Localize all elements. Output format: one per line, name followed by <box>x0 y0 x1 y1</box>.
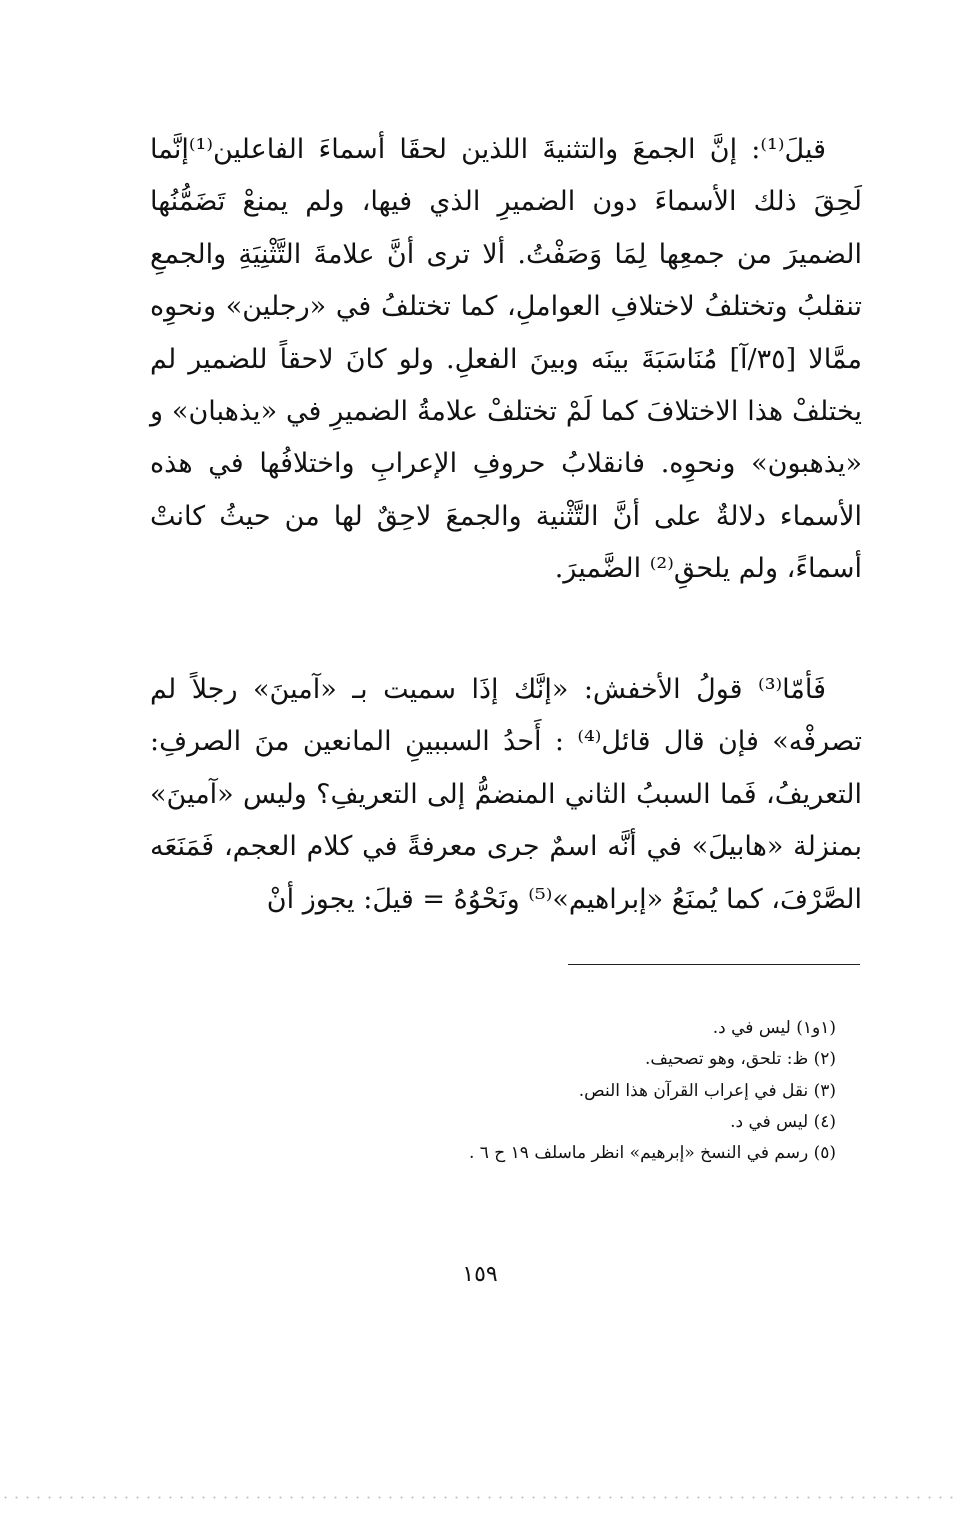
footnote-4: (٤) ليس في د. <box>730 1111 836 1132</box>
footnote-2: (٢) ظ: تلحق، وهو تصحيف. <box>644 1049 836 1070</box>
footnote-3: (٣) نقل في إعراب القرآن هذا النص. <box>578 1080 836 1101</box>
body-paragraph-1: قيلَ⁽¹⁾: إنَّ الجمعَ والتثنيةَ اللذين لحقَا أسماءَ الفاعلين⁽¹⁾إنَّما لَحِقَ ذلك الأسماءَ دون الضميرِ الذي فيها، ولم يمنعْ تَضَمُّنُها الضميرَ من جمعِها لِمَا وَصَفْتُ. ألا ترى أنَّ علامةَ التَّثْنِيَةِ والجمعِ تنقلبُ وتختلفُ لاختلافِ العواملِ، كما تختلفُ في «رجلين» ونحوِه ممَّالا [٣٥/آ] مُنَاسَبَةَ بينَه وبينَ الفعلِ. ولو كانَ لاحقاً للضمير لم يختلفْ هذا الاختلافَ كما لَمْ تختلفْ علامةُ الضميرِ في «يذهبان» و «يذهبون» ونحوِه. فانقلابُ حروفِ الإعرابِ واختلافُها في هذه الأسماء دلالةٌ على أنَّ التَّثْنية والجمعَ لاحِقٌ لها من حيثُ كانتْ أسماءً، ولم يلحقِ⁽²⁾ الضَّميرَ. <box>150 134 862 585</box>
body-paragraph-2: فَأمّا⁽³⁾ قولُ الأخفش: «إنَّك إذَا سميت بـ «آمينَ» رجلاً لم تصرفْه» فإن قال قائل⁽⁴⁾ : أَحدُ السببينِ المانعين منَ الصرفِ: التعريفُ، فَما السببُ الثاني المنضمُّ إلى التعريفِ؟ وليس «آمينَ» بمنزلة «هابيلَ» في أنَّه اسمٌ جرى معرفةً في كلام العجم، فَمَنَعَه الصَّرْفَ، كما يُمنَعُ «إبراهيم»⁽⁵⁾ ونَحْوُهُ = قيلَ: يجوز أنْ <box>150 674 862 915</box>
page-number: ١٥٩ <box>462 1262 498 1287</box>
footnote-separator <box>568 964 860 965</box>
scan-edge-artifact <box>0 1496 958 1499</box>
footnote-1: (١و١) ليس في د. <box>712 1018 836 1038</box>
footnotes-list <box>300 1013 836 1169</box>
footnote-5: (٥) رسم في النسخ «إبرهيم» انظر ماسلف ١٩ ح ٦ . <box>468 1143 836 1164</box>
